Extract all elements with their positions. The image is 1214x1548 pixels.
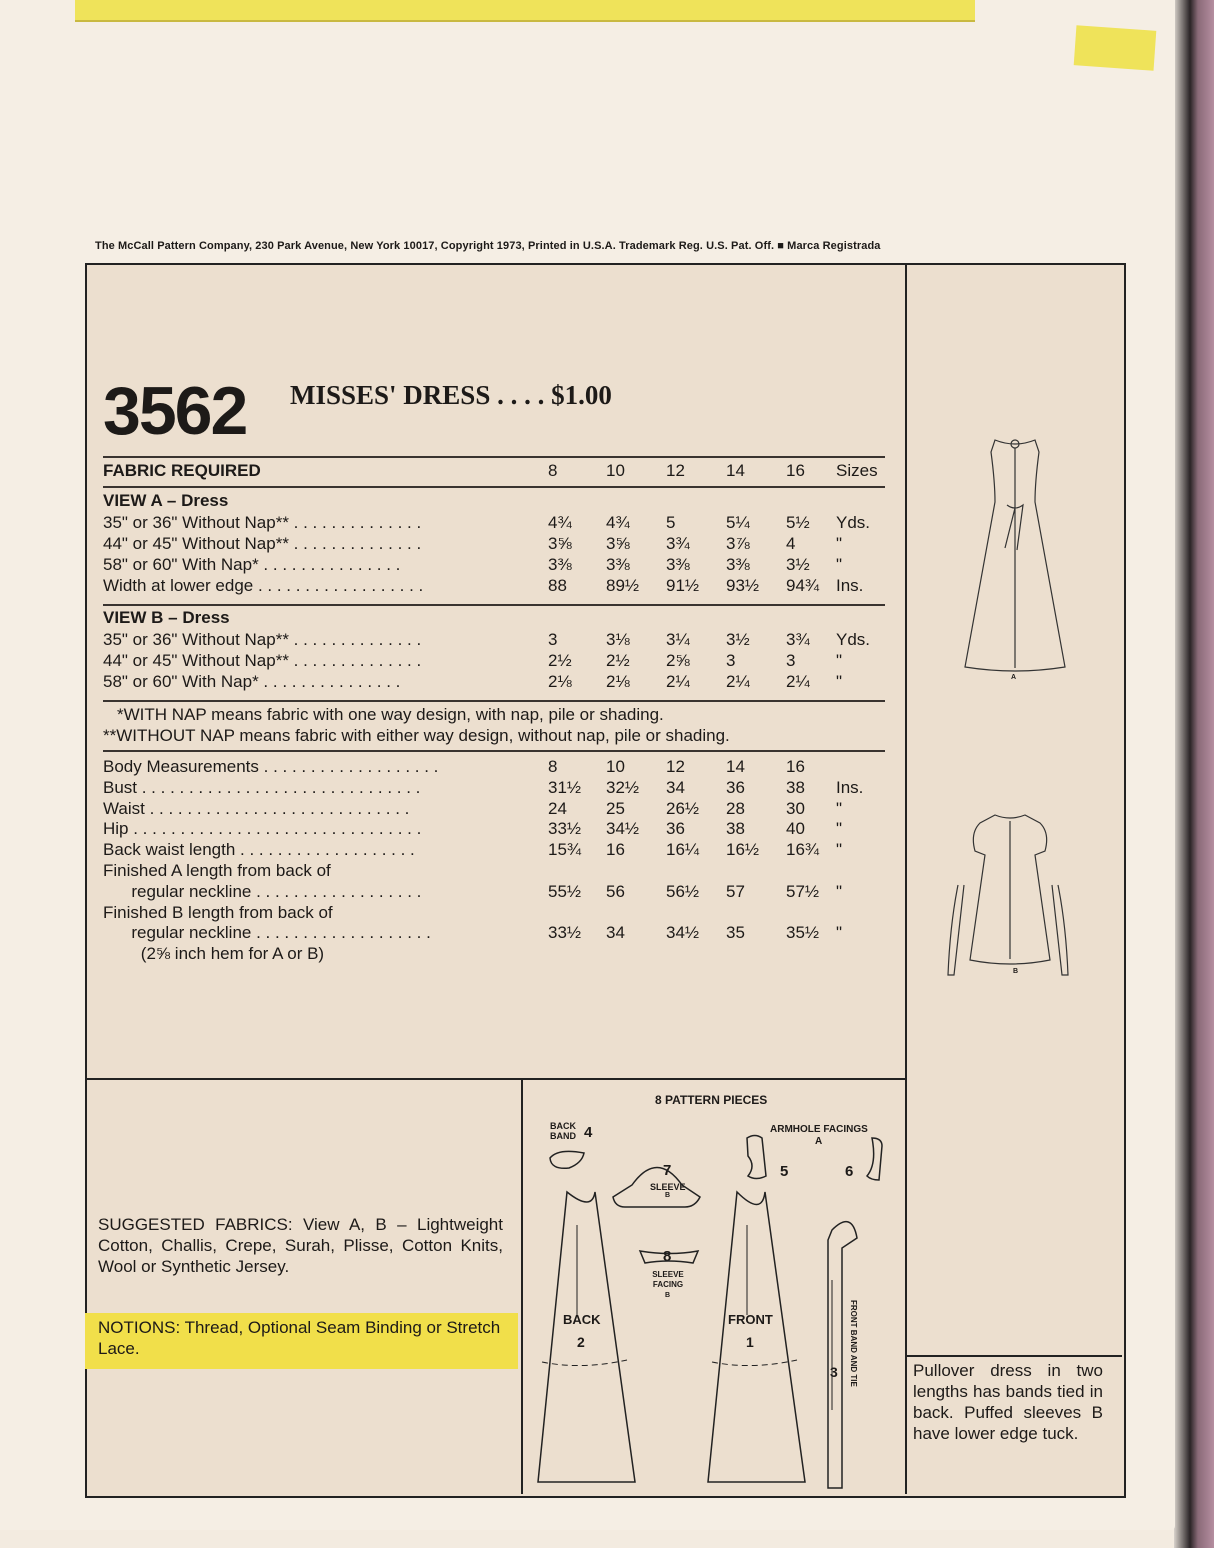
cell-value: 5 — [666, 513, 676, 532]
cell-value: 34 — [666, 777, 685, 797]
piece-7: 7 — [663, 1162, 672, 1179]
cell-value: 35 — [726, 923, 745, 943]
armhole-label: ARMHOLE FACINGS — [770, 1124, 868, 1135]
unit: " — [836, 555, 843, 574]
cell-value: 3½ — [786, 555, 810, 574]
size-header: 8 — [548, 461, 558, 480]
table-row — [103, 672, 893, 693]
unit: Yds. — [836, 513, 871, 532]
cell-value: 3½ — [726, 630, 750, 649]
piece-4: 4 — [584, 1124, 593, 1141]
cell-value: 89½ — [606, 576, 640, 595]
table-row — [103, 819, 893, 840]
cell-value: 3¾ — [666, 534, 690, 553]
size-header: 14 — [726, 461, 745, 480]
pattern-number: 3562 — [103, 373, 247, 449]
cell-value: 16½ — [726, 840, 760, 860]
description: Pullover dress in two lengths has bands tied in back. Puffed sleeves B have lower edge tuck. — [913, 1361, 1103, 1443]
nap-note: **WITHOUT NAP means fabric with either way design, without nap, pile or shading. — [103, 726, 730, 745]
cell-value: 16¼ — [666, 840, 700, 860]
row-label: (2⅝ inch hem for A or B) — [103, 944, 325, 964]
cell-value: 2⅛ — [606, 672, 630, 691]
cell-value: 28 — [726, 798, 745, 818]
nap-note: *WITH NAP means fabric with one way design, with nap, pile or shading. — [117, 705, 664, 724]
piece-5: 5 — [780, 1163, 789, 1180]
cell-value: 2⅝ — [666, 651, 690, 670]
rule — [103, 486, 885, 488]
unit: Ins. — [836, 576, 864, 595]
cell-value: 12 — [666, 757, 685, 776]
cell-value: 5½ — [786, 513, 810, 532]
cell-value: 3¾ — [786, 630, 810, 649]
cell-value: 34½ — [666, 923, 700, 943]
view-a-illustration — [955, 430, 1075, 690]
fabric-required-header — [103, 461, 893, 482]
unit: " — [836, 819, 843, 839]
cell-value: 4 — [786, 534, 796, 553]
cell-value: 34½ — [606, 819, 640, 839]
row-label: regular neckline . . . . . . . . . . . . . . . . . . — [103, 881, 422, 901]
cell-value: 24 — [548, 798, 567, 818]
rule — [103, 700, 885, 702]
cell-value: 34 — [606, 923, 625, 943]
back-label: BACK — [563, 1312, 601, 1327]
measuring-tape — [75, 0, 975, 22]
cell-value: 38 — [786, 777, 805, 797]
cell-value: 26½ — [666, 798, 700, 818]
cell-value: 4¾ — [548, 513, 572, 532]
piece-8: 8 — [663, 1248, 672, 1265]
table-row — [103, 534, 893, 555]
row-label: 44" or 45" Without Nap** . . . . . . . . . . . . . . — [103, 651, 422, 670]
cell-value: 25 — [606, 798, 625, 818]
cell-value: 57½ — [786, 881, 820, 901]
sleeve-view: B — [665, 1192, 671, 1199]
cell-value: 14 — [726, 757, 745, 776]
pattern-pieces-drawing — [522, 1080, 905, 1494]
table-row — [103, 903, 893, 924]
table-row — [103, 513, 893, 534]
cell-value: 16 — [786, 757, 805, 776]
cell-value: 57 — [726, 881, 745, 901]
heading: FABRIC REQUIRED — [103, 461, 261, 480]
size-header: 10 — [606, 461, 625, 480]
cell-value: 15¾ — [548, 840, 582, 860]
front-band-label: FRONT BAND AND TIE — [849, 1300, 858, 1387]
cell-value: 31½ — [548, 777, 582, 797]
row-label: 44" or 45" Without Nap** . . . . . . . . . . . . . . — [103, 534, 422, 553]
cell-value: 3⅛ — [606, 630, 630, 649]
row-label: Bust . . . . . . . . . . . . . . . . . . . . . . . . . . . . . . — [103, 777, 421, 797]
row-label: Body Measurements . . . . . . . . . . . . . . . . . . . — [103, 757, 439, 776]
row-label: Finished A length from back of — [103, 861, 331, 880]
cell-value: 88 — [548, 576, 567, 595]
unit: " — [836, 534, 843, 553]
piece-2: 2 — [577, 1334, 585, 1350]
cell-value: 3 — [786, 651, 796, 670]
cell-value: 55½ — [548, 881, 582, 901]
row-label: 58" or 60" With Nap* . . . . . . . . . . . . . . . — [103, 555, 401, 574]
size-header: 16 — [786, 461, 805, 480]
row-label: Finished B length from back of — [103, 902, 333, 922]
column-divider — [905, 265, 907, 1494]
table-row — [103, 944, 893, 965]
cell-value: 3⅜ — [606, 555, 630, 574]
cell-value: 3⅝ — [548, 534, 572, 553]
unit: " — [836, 881, 843, 901]
sleeve-facing-label: SLEEVE FACING — [652, 1270, 684, 1289]
cell-value: 35½ — [786, 923, 820, 943]
table-row — [103, 840, 893, 861]
view-b-heading: VIEW B – Dress — [103, 608, 230, 627]
cell-value: 32½ — [606, 777, 640, 797]
unit: " — [836, 651, 843, 670]
cell-value: 3⅜ — [548, 555, 572, 574]
cell-value: 33½ — [548, 923, 582, 943]
cell-value: 36 — [666, 819, 685, 839]
view-a-label: A — [1011, 674, 1017, 681]
unit: " — [836, 840, 843, 860]
sleeve-facing-view: B — [665, 1292, 671, 1299]
table-row — [103, 778, 893, 799]
cell-value: 40 — [786, 819, 805, 839]
row-label: Width at lower edge . . . . . . . . . . . . . . . . . . — [103, 576, 424, 595]
view-b-illustration — [940, 805, 1080, 985]
view-b-label: B — [1013, 968, 1019, 975]
cell-value: 2⅛ — [548, 672, 572, 691]
unit: " — [836, 923, 843, 943]
row-label: Hip . . . . . . . . . . . . . . . . . . . . . . . . . . . . . . . — [103, 819, 422, 839]
rule — [103, 456, 885, 458]
cell-value: 33½ — [548, 819, 582, 839]
front-label: FRONT — [728, 1312, 773, 1327]
row-label: 35" or 36" Without Nap** . . . . . . . . . . . . . . — [103, 630, 422, 649]
cell-value: 3⅞ — [726, 534, 750, 553]
unit: " — [836, 798, 843, 818]
cell-value: 3¼ — [666, 630, 690, 649]
background-edge — [1174, 0, 1214, 1548]
unit: Ins. — [836, 777, 864, 797]
pattern-title: MISSES' DRESS . . . . $1.00 — [290, 380, 612, 410]
rule — [103, 750, 885, 752]
cell-value: 16¾ — [786, 840, 820, 860]
cell-value: 16 — [606, 840, 625, 860]
piece-3: 3 — [830, 1364, 838, 1380]
cell-value: 30 — [786, 798, 805, 818]
row-label: regular neckline . . . . . . . . . . . . . . . . . . . — [103, 923, 431, 943]
cell-value: 56 — [606, 881, 625, 901]
table-row — [103, 882, 893, 903]
suggested-fabrics: SUGGESTED FABRICS: View A, B – Lightweight Cotton, Challis, Crepe, Surah, Plisse, Cotton Knits, Wool or Synthetic Jersey. — [98, 1215, 503, 1276]
cell-value: 2¼ — [786, 672, 810, 691]
pattern-pieces-heading: 8 PATTERN PIECES — [655, 1093, 768, 1107]
cell-value: 3 — [548, 630, 558, 649]
cell-value: 38 — [726, 819, 745, 839]
cell-value: 2½ — [548, 651, 572, 670]
cell-value: 91½ — [666, 576, 700, 595]
row-label: 35" or 36" Without Nap** . . . . . . . . . . . . . . — [103, 513, 422, 532]
size-header: 12 — [666, 461, 685, 480]
copyright-line: The McCall Pattern Company, 230 Park Avenue, New York 10017, Copyright 1973, Printed in U.S.A. Trademark Reg. U.S. Pat. Off. ■ Marca Registrada — [95, 240, 881, 252]
row-label: Back waist length . . . . . . . . . . . . . . . . . . . — [103, 840, 415, 860]
cell-value: 10 — [606, 757, 625, 776]
row-label: 58" or 60" With Nap* . . . . . . . . . . . . . . . — [103, 672, 401, 691]
measuring-tape-end — [1074, 25, 1157, 70]
cell-value: 3⅜ — [666, 555, 690, 574]
rule — [103, 604, 885, 606]
row-label: Waist . . . . . . . . . . . . . . . . . . . . . . . . . . . . — [103, 798, 410, 818]
cell-value: 2¼ — [726, 672, 750, 691]
cell-value: 3 — [726, 651, 736, 670]
piece-6: 6 — [845, 1163, 854, 1180]
back-band-label: BACK BAND — [550, 1121, 576, 1141]
table-row — [103, 923, 893, 944]
sleeve-label: SLEEVE — [650, 1182, 686, 1192]
table-row — [103, 651, 893, 672]
table-row — [103, 630, 893, 651]
piece-1: 1 — [746, 1334, 754, 1350]
cell-value: 36 — [726, 777, 745, 797]
notions: NOTIONS: Thread, Optional Seam Binding or Stretch Lace. — [85, 1313, 518, 1369]
description-divider — [907, 1355, 1122, 1357]
cell-value: 3⅝ — [606, 534, 630, 553]
table-row — [103, 799, 893, 820]
cell-value: 5¼ — [726, 513, 750, 532]
cell-value: 8 — [548, 757, 558, 776]
table-row — [103, 555, 893, 576]
view-a-heading: VIEW A – Dress — [103, 491, 229, 510]
cell-value: 4¾ — [606, 513, 630, 532]
cell-value: 2¼ — [666, 672, 690, 691]
cell-value: 3⅜ — [726, 555, 750, 574]
cell-value: 56½ — [666, 881, 700, 901]
sizes-label: Sizes — [836, 461, 878, 480]
table-row — [103, 861, 893, 882]
table-row — [103, 576, 893, 597]
unit: " — [836, 672, 843, 691]
unit: Yds. — [836, 630, 871, 649]
cell-value: 2½ — [606, 651, 630, 670]
cell-value: 94¾ — [786, 576, 820, 595]
cell-value: 93½ — [726, 576, 760, 595]
armhole-view: A — [815, 1136, 823, 1147]
table-row — [103, 757, 893, 778]
